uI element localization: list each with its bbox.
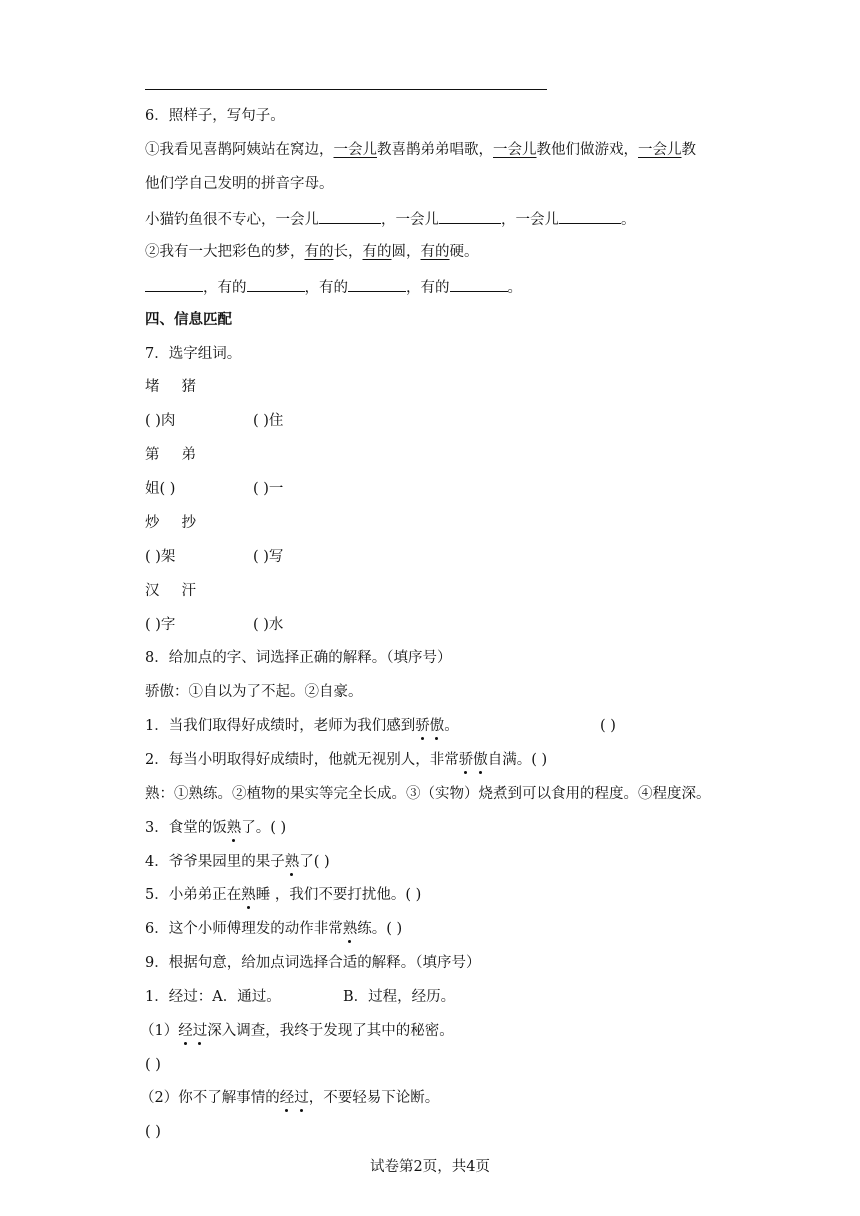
dotted-char: 过 bbox=[294, 1090, 309, 1106]
q8-sentence5 bbox=[145, 885, 421, 905]
text: 长， bbox=[333, 244, 363, 260]
text: ，有的 bbox=[203, 280, 247, 296]
text: 教 bbox=[681, 142, 696, 158]
q8-sentence1-answer[interactable]: ( ) bbox=[600, 718, 616, 734]
text[interactable]: 自满。( ) bbox=[487, 752, 548, 768]
underlined-word: 一会儿 bbox=[333, 142, 377, 158]
q8-sentence2 bbox=[145, 750, 547, 770]
text: 。 bbox=[507, 280, 522, 296]
q8-definition-jiaoao: 骄傲：①自以为了不起。②自豪。 bbox=[145, 684, 363, 700]
q7-group2-blank2[interactable]: ( )一 bbox=[253, 481, 284, 497]
text[interactable]: 练。( ) bbox=[357, 921, 403, 937]
text: 6．这个小师傅理发的动作非常 bbox=[145, 921, 343, 937]
q7-group3-blank1[interactable]: ( )架 bbox=[145, 549, 176, 565]
dotted-char: 骄 bbox=[458, 752, 474, 768]
q8-definition-shu: 熟：①熟练。②植物的果实等完全长成。③（实物）烧煮到可以食用的程度。④程度深。 bbox=[145, 786, 711, 802]
text: 4．爷爷果园里的果子 bbox=[145, 854, 285, 870]
text: 。 bbox=[621, 212, 636, 228]
q7-group4-blank2[interactable]: ( )水 bbox=[253, 617, 284, 633]
answer-blank[interactable] bbox=[319, 208, 381, 224]
dotted-char: 熟 bbox=[226, 820, 242, 836]
q7-title: 7．选字组词。 bbox=[145, 346, 242, 362]
text: ，一会儿 bbox=[501, 212, 559, 228]
text: 3．食堂的饭 bbox=[145, 820, 227, 836]
text: 5．小弟弟正在 bbox=[145, 887, 242, 903]
q6-fill1 bbox=[145, 208, 636, 230]
dotted-char: 熟 bbox=[241, 887, 256, 903]
text: 教喜鹊弟弟唱歌， bbox=[377, 142, 493, 158]
text: （1） bbox=[140, 1023, 179, 1039]
section-heading: 四、信息匹配 bbox=[145, 312, 232, 328]
q8-sentence1 bbox=[145, 716, 459, 736]
q8-sentence4 bbox=[145, 852, 330, 872]
q9-title: 9．根据句意，给加点词选择合适的解释。（填序号） bbox=[145, 955, 481, 971]
answer-blank[interactable] bbox=[348, 276, 406, 292]
text: 圆， bbox=[391, 244, 421, 260]
char-option: 弟 bbox=[181, 447, 196, 463]
underlined-word: 一会儿 bbox=[493, 142, 537, 158]
q8-title: 8．给加点的字、词选择正确的解释。（填序号） bbox=[145, 650, 452, 666]
q7-group4-chars bbox=[145, 581, 196, 601]
q7-group2-chars bbox=[145, 445, 196, 465]
q7-group1-chars bbox=[145, 377, 196, 397]
text: 2．每当小明取得好成绩时，他就无视别人，非常 bbox=[145, 752, 459, 768]
text: 。 bbox=[444, 718, 459, 734]
q6-title: 6．照样子，写句子。 bbox=[145, 108, 285, 124]
answer-blank[interactable] bbox=[247, 276, 305, 292]
text: 教他们做游戏， bbox=[536, 142, 638, 158]
text: ，有的 bbox=[304, 280, 348, 296]
underlined-word: 有的 bbox=[362, 244, 392, 260]
text[interactable]: 了。( ) bbox=[241, 820, 287, 836]
answer-blank[interactable] bbox=[559, 208, 621, 224]
char-option: 猪 bbox=[181, 379, 196, 395]
dotted-char: 傲 bbox=[429, 718, 445, 734]
text: 1．当我们取得好成绩时，老师为我们感到 bbox=[145, 718, 416, 734]
q9-sentence1 bbox=[140, 1021, 454, 1041]
char-option: 堵 bbox=[145, 379, 160, 395]
underlined-word: 有的 bbox=[304, 244, 334, 260]
q7-group3-chars bbox=[145, 513, 196, 533]
q7-group4-blank1[interactable]: ( )字 bbox=[145, 617, 176, 633]
dotted-char: 熟 bbox=[342, 921, 358, 937]
char-option: 抄 bbox=[181, 515, 196, 531]
text: ，有的 bbox=[406, 280, 450, 296]
text: ②我有一大把彩色的梦， bbox=[145, 244, 305, 260]
dotted-char: 熟 bbox=[284, 854, 300, 870]
char-option: 第 bbox=[145, 447, 160, 463]
q9-definition-b: B．过程，经历。 bbox=[343, 989, 456, 1005]
text[interactable]: 了( ) bbox=[299, 854, 330, 870]
text: ①我看见喜鹊阿姨站在窝边， bbox=[145, 142, 334, 158]
text: ，一会儿 bbox=[381, 212, 439, 228]
q9-sentence1-answer[interactable]: ( ) bbox=[145, 1057, 161, 1073]
underlined-word: 有的 bbox=[420, 244, 450, 260]
q8-sentence6 bbox=[145, 919, 402, 939]
dotted-char: 过 bbox=[192, 1023, 208, 1039]
char-option: 汗 bbox=[181, 583, 196, 599]
answer-blank[interactable] bbox=[145, 276, 203, 292]
q6-example1-line1 bbox=[145, 140, 696, 160]
text: 深入调查，我终于发现了其中的秘密。 bbox=[207, 1023, 454, 1039]
q9-sentence2 bbox=[140, 1088, 439, 1108]
text: ，不要轻易下论断。 bbox=[308, 1090, 440, 1106]
q9-definition-a: 1．经过：A．通过。 bbox=[145, 989, 281, 1005]
q7-group1-blank1[interactable]: ( )肉 bbox=[145, 413, 176, 429]
text: （2）你不了解事情的 bbox=[140, 1090, 280, 1106]
char-option: 汉 bbox=[145, 583, 160, 599]
dotted-char: 经 bbox=[279, 1090, 295, 1106]
text: 小猫钓鱼很不专心，一会儿 bbox=[145, 212, 319, 228]
dotted-char: 骄 bbox=[415, 718, 430, 734]
answer-line bbox=[145, 89, 547, 90]
q6-fill2 bbox=[145, 276, 522, 298]
q8-sentence3 bbox=[145, 818, 286, 838]
q6-example1-line2: 他们学自己发明的拼音字母。 bbox=[145, 176, 334, 192]
q7-group3-blank2[interactable]: ( )写 bbox=[253, 549, 284, 565]
text: 硬。 bbox=[449, 244, 479, 260]
dotted-char: 傲 bbox=[473, 752, 488, 768]
page-footer: 试卷第2页，共4页 bbox=[370, 1159, 490, 1175]
answer-blank[interactable] bbox=[439, 208, 501, 224]
q9-sentence2-answer[interactable]: ( ) bbox=[145, 1124, 161, 1140]
char-option: 炒 bbox=[145, 515, 160, 531]
underlined-word: 一会儿 bbox=[638, 142, 682, 158]
dotted-char: 经 bbox=[178, 1023, 193, 1039]
answer-blank[interactable] bbox=[450, 276, 508, 292]
q6-example2 bbox=[145, 242, 479, 262]
q7-group1-blank2[interactable]: ( )住 bbox=[253, 413, 284, 429]
q7-group2-blank1[interactable]: 姐( ) bbox=[145, 481, 176, 497]
text[interactable]: 睡 ，我们不要打扰他。( ) bbox=[255, 887, 422, 903]
